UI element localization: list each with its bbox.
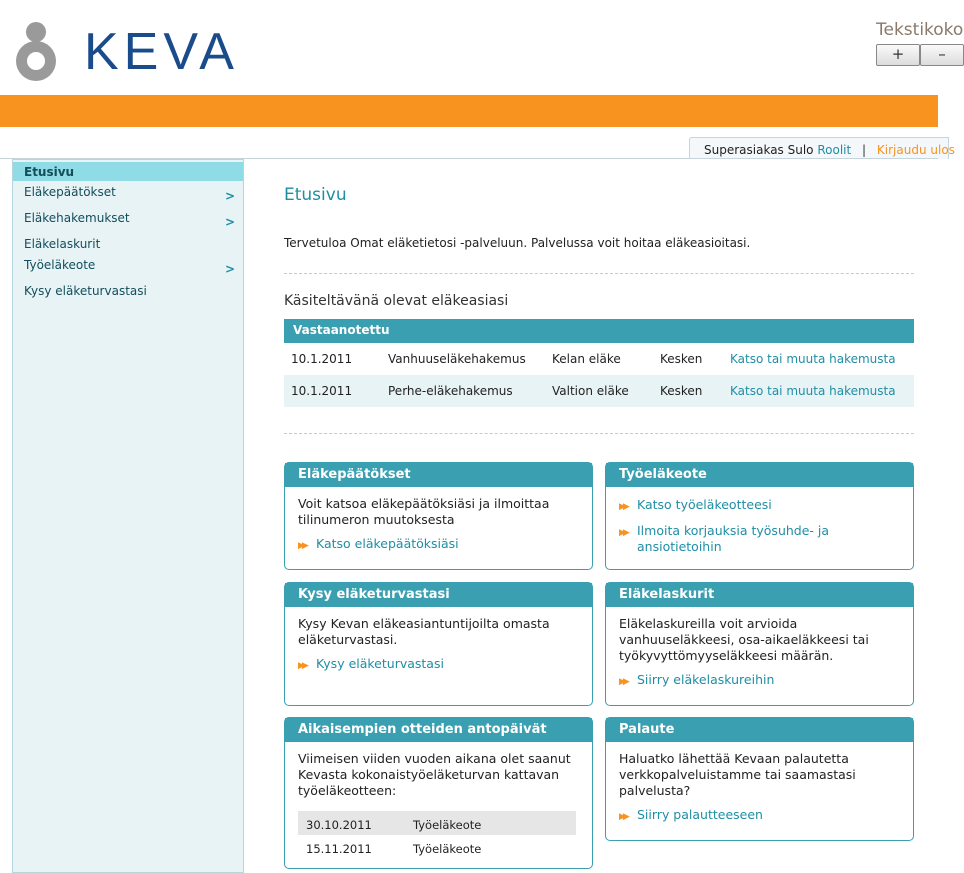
double-arrow-icon: ▶▶ [619,528,627,538]
case-status: Kesken [660,352,703,366]
separator: | [862,143,867,157]
chevron-right-icon: > [224,215,235,229]
box-title: Kysy eläketurvastasi [285,583,592,607]
ask-link[interactable] [298,656,578,674]
statement-link[interactable] [619,497,899,515]
calculators-link[interactable] [619,672,899,690]
cases-table [284,319,914,407]
sidebar-item-label: Eläkepäätökset [24,185,116,199]
double-arrow-icon: ▶▶ [298,661,306,671]
text-size-label: Tekstikoko [876,20,964,40]
box-text: Haluatko lähettää Kevaan palautetta verkkopalveluistamme tai saamastasi palvelusta? [619,751,856,798]
sidebar-nav [12,159,244,873]
table-row [284,375,914,407]
box-title: Eläkepäätökset [285,463,592,487]
box-text: Viimeisen viiden vuoden aikana olet saanut Kevasta kokonaistyöeläketurvan kattavan työeläkeotteen: [298,751,571,798]
box-title: Eläkelaskurit [606,583,913,607]
statement-date: 30.10.2011 [306,818,372,832]
sidebar-item-label: Etusivu [24,165,75,179]
logout-link[interactable]: Kirjaudu ulos [876,143,955,157]
table-row [298,835,576,859]
box-text: Eläkelaskureilla voit arvioida vanhuuseläkkeesi, osa-aikaeläkkeesi tai työkyvyttömyyseläkkeesi määrän. [619,616,869,663]
link-label: Siirry eläkelaskureihin [637,672,775,687]
keva-logo[interactable] [12,22,262,82]
dashed-divider [284,273,914,274]
decisions-link[interactable] [298,536,578,554]
link-label: Katso työeläkeotteesi [637,497,772,512]
case-type: Vanhuuseläkehakemus [388,352,526,366]
cases-title: Käsiteltävänä olevat eläkeasiasi [284,293,509,309]
statement-type: Työeläkeote [413,842,482,856]
table-header: Vastaanotettu [284,319,914,343]
box-title: Palaute [606,718,913,742]
sidebar-item-kysy[interactable] [13,280,243,306]
link-label: Kysy eläketurvastasi [316,656,444,671]
case-status: Kesken [660,384,703,398]
sidebar-item-label: Eläkelaskurit [24,237,101,251]
statement-date: 15.11.2011 [306,842,372,856]
table-row [284,343,914,375]
box-title: Aikaisempien otteiden antopäivät [285,718,592,742]
sidebar-item-tyoelakeote[interactable] [13,254,243,280]
sidebar-item-etusivu[interactable] [13,162,243,181]
sidebar-item-elakepaatokset[interactable] [13,181,243,207]
chevron-right-icon: > [224,189,235,203]
case-edit-link[interactable]: Katso tai muuta hakemusta [730,384,896,398]
logo-wordmark: KEVA [84,23,239,81]
box-text: Kysy Kevan eläkeasiantuntijoilta omasta eläketurvastasi. [298,616,550,647]
box-title: Työeläkeote [606,463,913,487]
sidebar-item-elakelaskurit[interactable] [13,233,243,254]
chevron-right-icon: > [224,262,235,276]
case-date: 10.1.2011 [291,352,353,366]
sidebar-item-label: Kysy eläketurvastasi [24,284,147,298]
sidebar-item-elakehakemukset[interactable] [13,207,243,233]
feedback-link[interactable] [619,807,899,825]
roles-link[interactable]: Roolit [817,143,852,157]
user-bar [689,137,955,159]
text-size-controls [876,44,964,66]
decrease-text-button[interactable]: – [920,44,964,66]
table-row [298,811,576,835]
case-edit-link[interactable]: Katso tai muuta hakemusta [730,352,896,366]
feedback-box [605,717,914,841]
user-name: Superasiakas Sulo [704,143,814,157]
sidebar-item-label: Työeläkeote [24,258,96,272]
statements-table [298,811,576,859]
statement-type: Työeläkeote [413,818,482,832]
link-label: Katso eläkepäätöksiäsi [316,536,459,551]
dashed-divider [284,433,914,434]
sidebar-item-label: Eläkehakemukset [24,211,130,225]
increase-text-button[interactable]: + [876,44,920,66]
double-arrow-icon: ▶▶ [298,541,306,551]
intro-text: Tervetuloa Omat eläketietosi -palveluun. Palvelussa voit hoitaa eläkeasioitasi. [284,236,751,250]
person-figure-icon [12,22,60,82]
link-label: Ilmoita korjauksia työsuhde- ja ansiotietoihin [637,523,830,554]
link-label: Siirry palautteeseen [637,807,763,822]
decisions-box [284,462,593,570]
case-type: Perhe-eläkehakemus [388,384,513,398]
box-text: Voit katsoa eläkepäätöksiäsi ja ilmoittaa tilinumeron muutoksesta [298,496,550,527]
double-arrow-icon: ▶▶ [619,502,627,512]
earlier-statements-box [284,717,593,869]
orange-banner [0,95,938,127]
case-pension: Kelan eläke [552,352,621,366]
case-pension: Valtion eläke [552,384,629,398]
page-title: Etusivu [284,185,347,205]
calculators-box [605,582,914,706]
double-arrow-icon: ▶▶ [619,677,627,687]
statement-box [605,462,914,570]
case-date: 10.1.2011 [291,384,353,398]
double-arrow-icon: ▶▶ [619,812,627,822]
ask-box [284,582,593,706]
correction-link[interactable] [619,523,899,555]
